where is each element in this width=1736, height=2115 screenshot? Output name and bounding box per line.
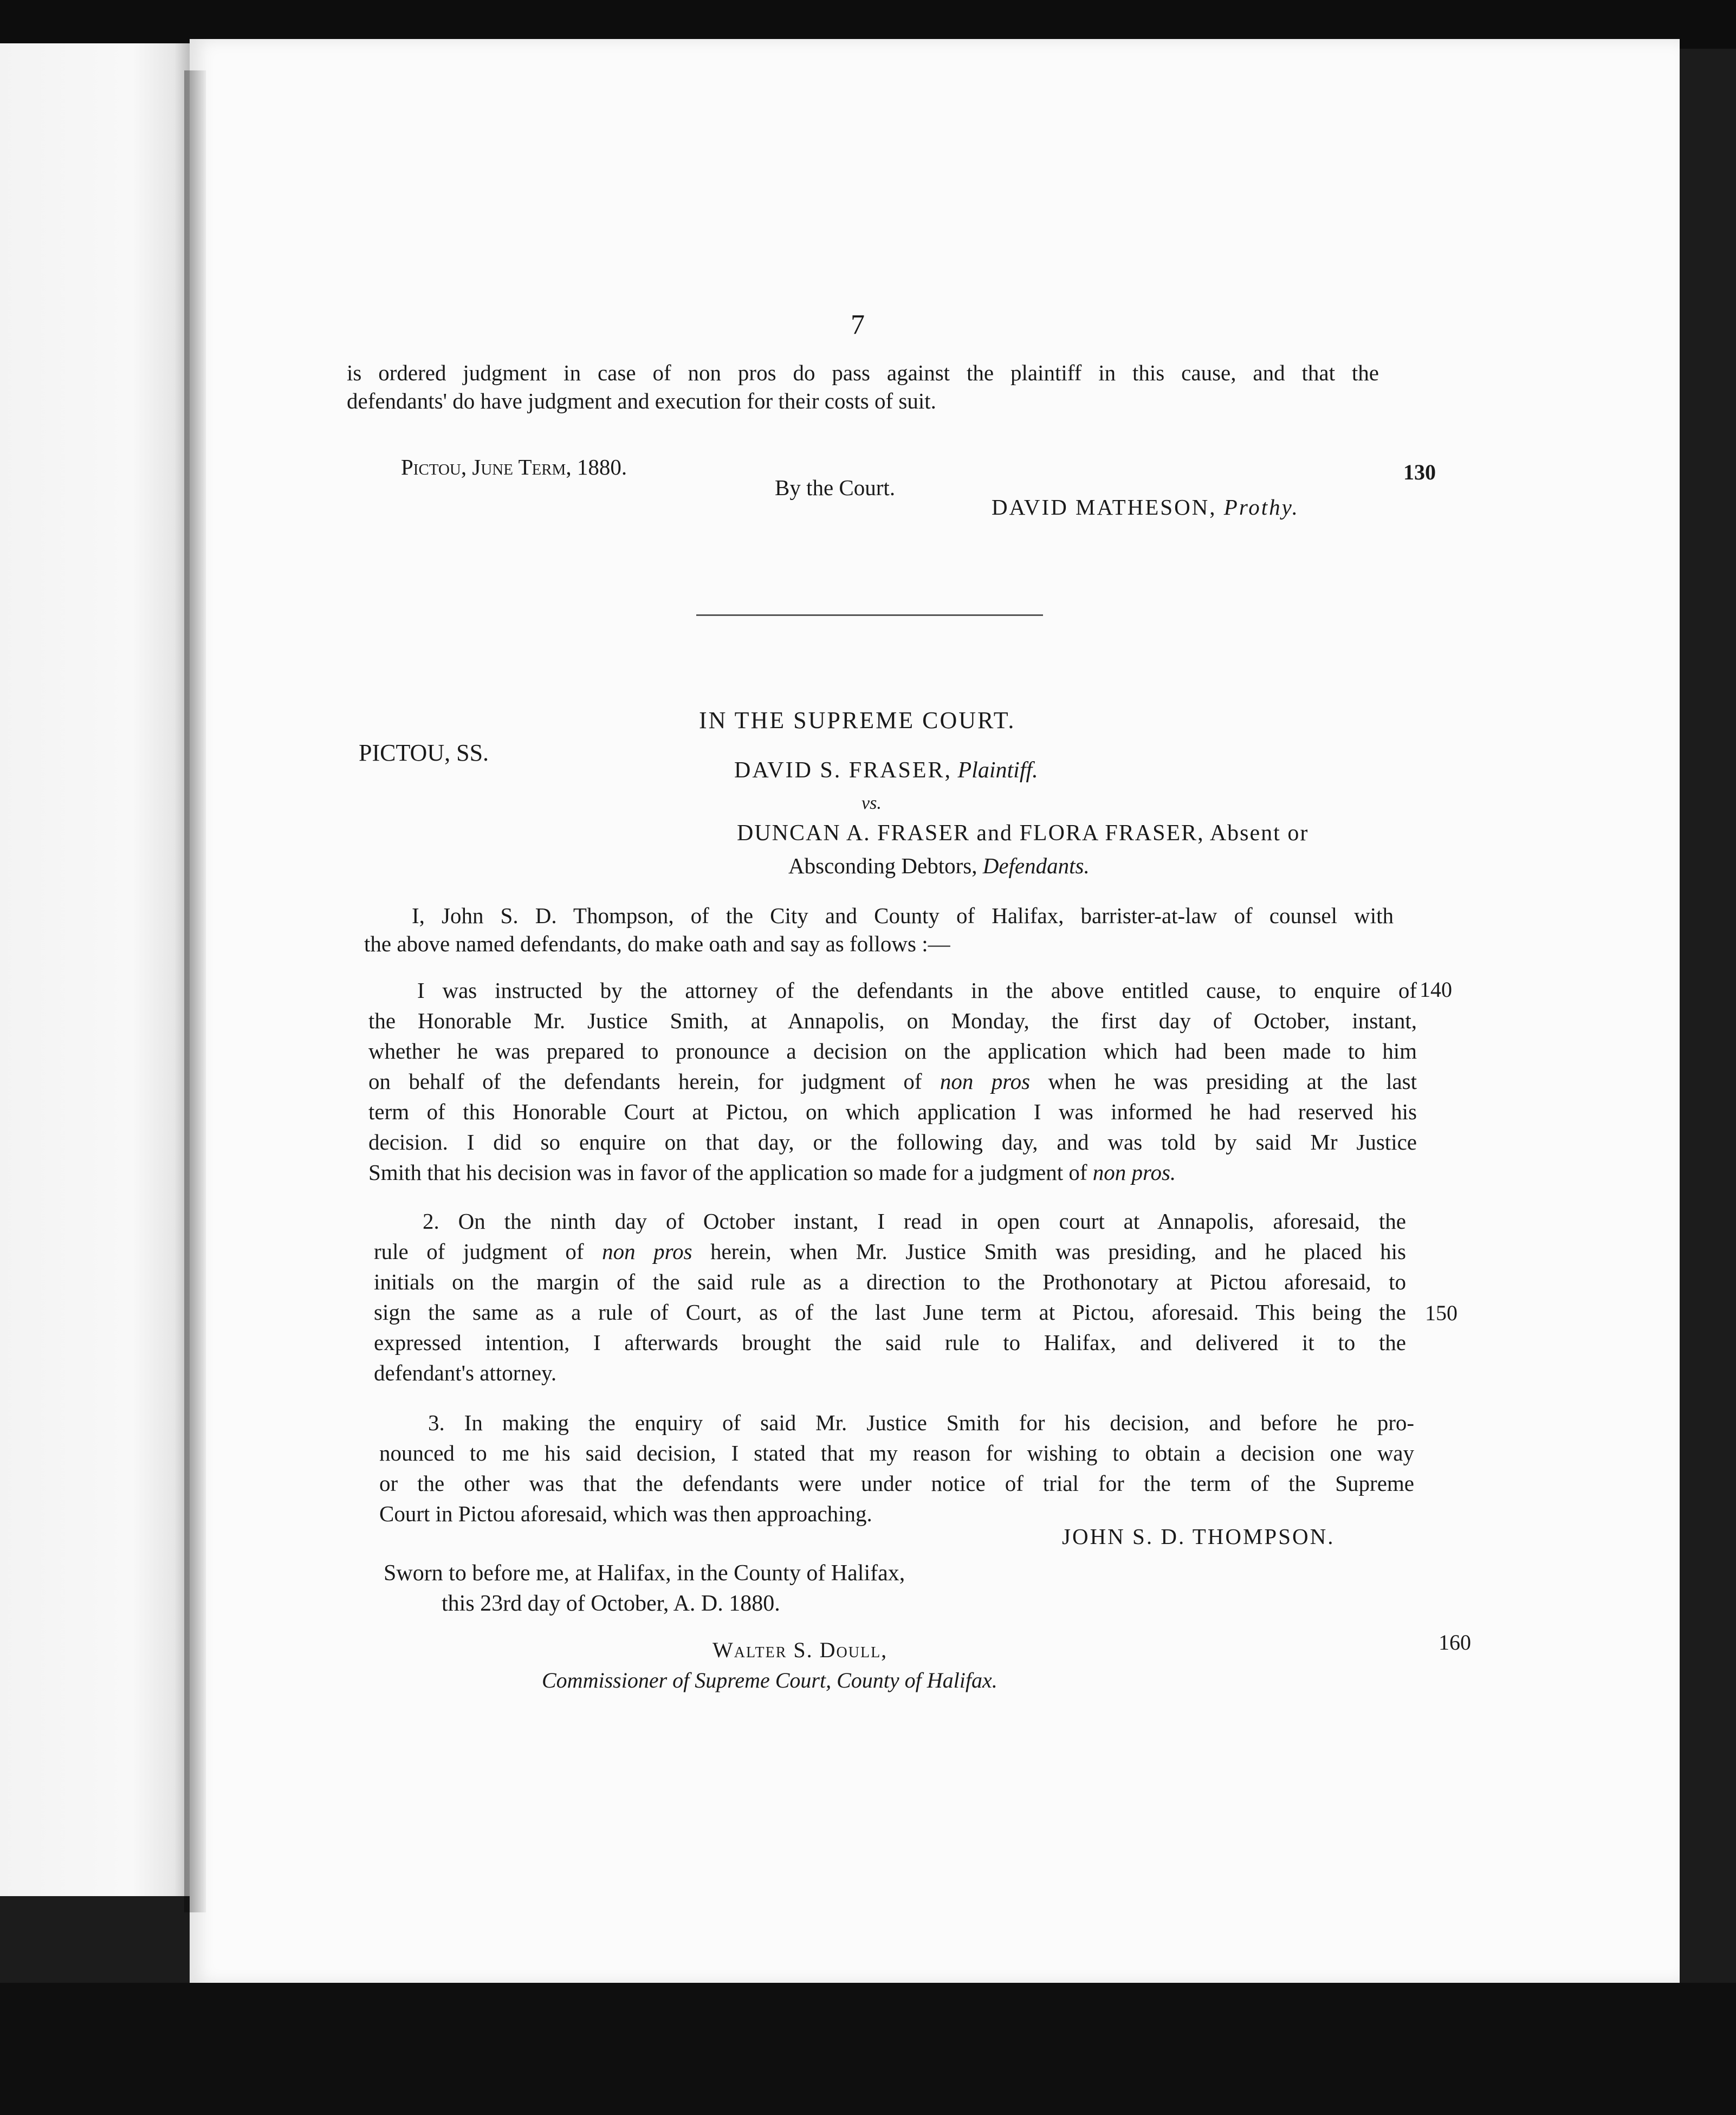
- deponent-signature: JOHN S. D. THOMPSON.: [1062, 1524, 1335, 1549]
- jurat-date: this 23rd day of October, A. D. 1880.: [442, 1591, 780, 1616]
- signature-name: DAVID MATHESON,: [992, 495, 1217, 520]
- defendants-role: Defendants.: [982, 853, 1090, 878]
- court-heading: IN THE SUPREME COURT.: [699, 707, 1016, 734]
- text-line: on behalf of the defendants herein, for judgment of non pros when he was presiding at the last: [368, 1069, 1417, 1094]
- prothonotary-signature: [992, 494, 1299, 520]
- judgment-line: is ordered judgment in case of non pros do pass against the plaintiff in this cause, and that the: [347, 360, 1379, 385]
- section-divider: [696, 614, 1043, 616]
- page-number: 7: [851, 309, 865, 340]
- text-line: Smith that his decision was in favor of the application so made for a judgment of non pros.: [368, 1160, 1176, 1185]
- plaintiff-role: Plaintiff.: [957, 758, 1038, 783]
- judgment-text: [347, 358, 1379, 388]
- venue: PICTOU, SS.: [359, 739, 489, 766]
- text-line: or the other was that the defendants were under notice of trial for the term of the Supreme: [379, 1471, 1414, 1496]
- facing-page-edge: [0, 43, 190, 1896]
- text-line: the Honorable Mr. Justice Smith, at Annapolis, on Monday, the first day of October, instant,: [368, 1008, 1417, 1033]
- defendants-line: DUNCAN A. FRASER and FLORA FRASER, Absent or: [737, 821, 1309, 846]
- text-line: decision. I did so enquire on that day, or the following day, and was told by said Mr Justice: [368, 1130, 1417, 1154]
- commissioner-name: Walter S. Doull,: [712, 1638, 888, 1662]
- affidavit-paragraph-1: [368, 975, 1417, 1188]
- margin-line-number: 130: [1403, 460, 1436, 484]
- signature-title: Prothy.: [1223, 495, 1299, 520]
- text-line: I, John S. D. Thompson, of the City and County of Halifax, barrister-at-law of counsel with: [412, 903, 1394, 928]
- affidavit-paragraph-3: [379, 1407, 1414, 1529]
- text-line: I was instructed by the attorney of the defendants in the above entitled cause, to enquire of: [417, 978, 1417, 1003]
- defendants-status: Absconding Debtors,: [788, 853, 977, 878]
- margin-line-number: 140: [1420, 977, 1452, 1002]
- text-line: whether he was prepared to pronounce a decision on the application which had been made to him: [368, 1039, 1417, 1063]
- text-line: nounced to me his said decision, I stated that my reason for wishing to obtain a decision one way: [379, 1441, 1414, 1465]
- text-line: 2. On the ninth day of October instant, I read in open court at Annapolis, aforesaid, the: [423, 1209, 1406, 1234]
- plaintiff-line: [734, 757, 1038, 783]
- plaintiff-name: DAVID S. FRASER,: [734, 758, 952, 783]
- defendants-line-2: [788, 853, 1090, 879]
- text-line: defendant's attorney.: [374, 1360, 557, 1385]
- jurat-line: Sworn to before me, at Halifax, in the County of Halifax,: [384, 1561, 905, 1586]
- text-line: Court in Pictou aforesaid, which was then approaching.: [379, 1501, 872, 1526]
- judgment-line: defendants' do have judgment and execution for their costs of suit.: [347, 388, 936, 413]
- film-border-bottom: [0, 1983, 1736, 2115]
- judgment-place-term: Pictou, June Term, 1880.: [401, 455, 627, 479]
- judgment-by-court: By the Court.: [775, 475, 896, 500]
- text-line: expressed intention, I afterwards brought the said rule to Halifax, and delivered it to the: [374, 1330, 1406, 1355]
- text-line: initials on the margin of the said rule as a direction to the Prothonotary at Pictou aforesaid, to: [374, 1269, 1406, 1294]
- commissioner-title: Commissioner of Supreme Court, County of Halifax.: [542, 1668, 997, 1692]
- margin-line-number: 150: [1425, 1301, 1458, 1325]
- affidavit-intro: [412, 900, 1394, 931]
- text-line: rule of judgment of non pros herein, when Mr. Justice Smith was presiding, and he placed his: [374, 1239, 1407, 1264]
- affidavit-paragraph-2: [374, 1206, 1406, 1388]
- text-line: 3. In making the enquiry of said Mr. Justice Smith for his decision, and before he pro-: [428, 1410, 1414, 1435]
- page-gutter-shadow: [184, 70, 206, 1912]
- text-line: sign the same as a rule of Court, as of the last June term at Pictou, aforesaid. This being the: [374, 1300, 1406, 1325]
- margin-line-number: 160: [1439, 1630, 1471, 1655]
- text-line: the above named defendants, do make oath and say as follows :—: [364, 931, 950, 956]
- text-line: term of this Honorable Court at Pictou, on which application I was informed he had reserved his: [368, 1099, 1417, 1124]
- versus: vs.: [861, 793, 882, 813]
